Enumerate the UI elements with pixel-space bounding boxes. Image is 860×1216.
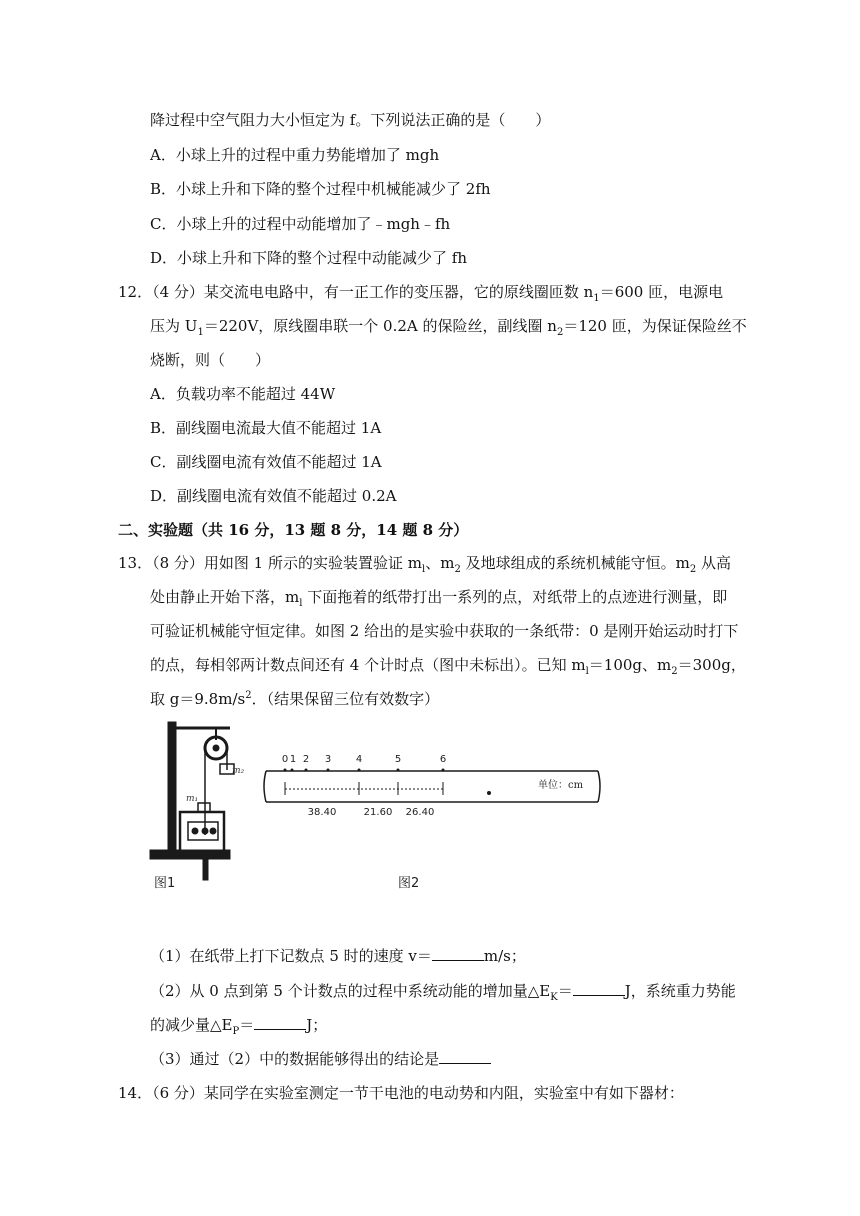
tape-dots: [284, 769, 492, 796]
label-m2: m₂: [232, 766, 245, 776]
dot: [442, 769, 445, 772]
q12-stem-line1: 12．（4 分）某交流电电路中，有一正工作的变压器，它的原线圈匝数 $n_1=600$ 匝，电源电: [118, 283, 724, 304]
q13-sub2-line2: 的减少量$\triangle E_P= J$；: [150, 1016, 328, 1037]
q12-option-d: D．副线圈电流有效值不能超过 0.2A: [150, 487, 397, 505]
q13-stem-line4: 的点，每相邻两计数点间还有 4 个计时点（图中未标出）。已知 $m_l=100g$、$m_2=300g$，: [150, 656, 746, 677]
q13-sub1: （1）在纸带上打下记数点 5 时的速度 v＝ m/s；: [150, 947, 526, 965]
q12-stem-line3: 烧断，则（ ）: [150, 351, 271, 369]
q13-stem-line2: 处由静止开始下落，$m_l$ 下面拖着的纸带打出一系列的点，对纸带上的点迹进行测量，即: [150, 588, 728, 609]
q11-option-d: D．小球上升和下降的整个过程中动能减少了 fh: [150, 249, 468, 267]
q13-sub3: （3）通过（2）中的数据能够得出的结论是: [150, 1048, 491, 1069]
dot: [487, 791, 491, 795]
point-label: 0: [281, 754, 289, 765]
dot: [305, 769, 308, 772]
answer-blank[interactable]: [254, 1014, 306, 1030]
point-label: 5: [394, 754, 402, 765]
q11-stem-text: 降过程中空气阻力大小恒定为 f。下列说法正确的是: [150, 111, 491, 129]
point-label: 6: [439, 754, 447, 765]
distance-label: 21.60: [363, 807, 393, 818]
q13-stem-line1: 13．（8 分）用如图 1 所示的实验装置验证 $m_l$、$m_2$ 及地球组成的系统机械能守恒。$m_2$ 从高: [118, 554, 731, 575]
q11-option-c: C．小球上升的过程中动能增加了﹣mgh﹣fh: [150, 215, 451, 233]
q12-option-c: C．副线圈电流有效值不能超过 1A: [150, 453, 382, 471]
answer-blank[interactable]: [439, 1048, 491, 1064]
q12-option-a: A．负载功率不能超过 44W: [150, 385, 336, 403]
point-label: 2: [302, 754, 310, 765]
dot: [284, 769, 287, 772]
dot: [358, 769, 361, 772]
stand-pole: [168, 722, 176, 857]
q13-stem-line5: 取 $g=9.8m/s^2$．（结果保留三位有效数字）: [150, 690, 440, 708]
label-m1: m₁: [186, 794, 199, 804]
dot: [291, 769, 294, 772]
timer-knob: [192, 828, 198, 834]
point-label: 4: [355, 754, 363, 765]
q14-stem: 14．（6 分）某同学在实验室测定一节干电池的电动势和内阻，实验室中有如下器材：: [118, 1084, 684, 1102]
q13-sub2-line1: （2）从 0 点到第 5 个计数点的过程中系统动能的增加量$\triangle E_K= J$，系统重力势能: [150, 982, 736, 1003]
q11-option-b: B．小球上升和下降的整个过程中机械能减少了 2fh: [150, 180, 491, 198]
figure2-caption: 图2: [398, 876, 420, 891]
q12-stem-line2: 压为 $U_1=220V$，原线圈串联一个 0.2A 的保险丝，副线圈 $n_2=120$ 匝，为保证保险丝不: [150, 317, 747, 338]
point-label: 3: [324, 754, 332, 765]
point-label: 1: [289, 754, 297, 765]
distance-label: 26.40: [405, 807, 435, 818]
section-heading: 二、实验题（共 16 分，13 题 8 分，14 题 8 分）: [118, 521, 469, 539]
answer-blank[interactable]: [573, 980, 625, 996]
unit-label: 单位：cm: [538, 780, 584, 791]
timer-knob: [210, 828, 216, 834]
mass-m1: [198, 803, 210, 812]
dot: [397, 769, 400, 772]
tape-left-end: [264, 771, 266, 802]
q12-option-b: B．副线圈电流最大值不能超过 1A: [150, 419, 382, 437]
figure1-caption: 图1: [154, 876, 176, 891]
paper-tape: [203, 852, 208, 880]
dot: [327, 769, 330, 772]
q13-stem-line3: 可验证机械能守恒定律。如图 2 给出的是实验中获取的一条纸带：0 是刚开始运动时打下: [150, 622, 739, 640]
q11-option-a: A．小球上升的过程中重力势能增加了 mgh: [150, 146, 440, 164]
answer-blank[interactable]: [432, 945, 484, 961]
pulley-axle: [213, 745, 219, 751]
distance-label: 38.40: [307, 807, 337, 818]
timer-knob: [202, 828, 208, 834]
tape-right-end: [598, 771, 600, 802]
answer-paren: （ ）: [490, 111, 551, 129]
